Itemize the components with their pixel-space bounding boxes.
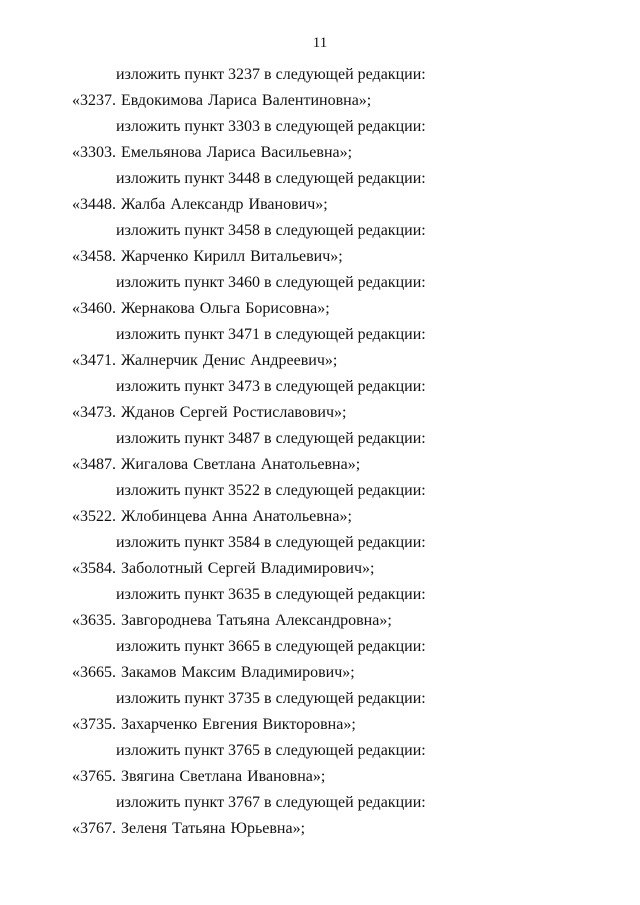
amendment-instruction: изложить пункт 3635 в следующей редакции:	[116, 586, 426, 603]
amendment-entry	[0, 114, 640, 166]
amendment-instruction: изложить пункт 3458 в следующей редакции:	[116, 222, 426, 239]
amended-item-text: «3471. Жалнерчик Денис Андреевич»;	[72, 352, 338, 369]
amended-item-text: «3303. Емельянова Лариса Васильевна»;	[72, 144, 353, 161]
amendment-entry	[0, 634, 640, 686]
amendment-entry	[0, 322, 640, 374]
amendment-instruction: изложить пункт 3735 в следующей редакции:	[116, 690, 426, 707]
amended-item-text: «3448. Жалба Александр Иванович»;	[72, 196, 328, 213]
amendment-instruction: изложить пункт 3765 в следующей редакции:	[116, 742, 426, 759]
amendment-entry	[0, 218, 640, 270]
amendment-entry	[0, 738, 640, 790]
amendment-entry	[0, 374, 640, 426]
amended-item-text: «3460. Жернакова Ольга Борисовна»;	[72, 300, 330, 317]
amendment-entry	[0, 686, 640, 738]
amendment-entry	[0, 478, 640, 530]
amended-item-text: «3522. Жлобинцева Анна Анатольевна»;	[72, 508, 352, 525]
amendment-entry	[0, 270, 640, 322]
amendment-entry	[0, 790, 640, 842]
amendment-instruction: изложить пункт 3460 в следующей редакции:	[116, 274, 426, 291]
amended-item-text: «3735. Захарченко Евгения Викторовна»;	[72, 716, 356, 733]
amended-item-text: «3635. Завгороднева Татьяна Александровна»;	[72, 612, 392, 629]
amendment-entry	[0, 62, 640, 114]
amendment-entry	[0, 166, 640, 218]
amendment-instruction: изложить пункт 3237 в следующей редакции:	[116, 66, 426, 83]
amended-item-text: «3458. Жарченко Кирилл Витальевич»;	[72, 248, 343, 265]
amendment-instruction: изложить пункт 3471 в следующей редакции:	[116, 326, 426, 343]
page-number: 11	[312, 35, 328, 51]
amendment-instruction: изложить пункт 3522 в следующей редакции:	[116, 482, 426, 499]
amendment-entry	[0, 426, 640, 478]
amendment-instruction: изложить пункт 3665 в следующей редакции:	[116, 638, 426, 655]
amended-item-text: «3237. Евдокимова Лариса Валентиновна»;	[72, 92, 372, 109]
amendment-instruction: изложить пункт 3487 в следующей редакции:	[116, 430, 426, 447]
amended-item-text: «3765. Звягина Светлана Ивановна»;	[72, 768, 326, 785]
amendment-instruction: изложить пункт 3584 в следующей редакции:	[116, 534, 426, 551]
amendment-entry	[0, 530, 640, 582]
amendment-instruction: изложить пункт 3473 в следующей редакции:	[116, 378, 426, 395]
amendment-instruction: изложить пункт 3448 в следующей редакции:	[116, 170, 426, 187]
amended-item-text: «3487. Жигалова Светлана Анатольевна»;	[72, 456, 361, 473]
amendment-instruction: изложить пункт 3767 в следующей редакции:	[116, 794, 426, 811]
amendment-instruction: изложить пункт 3303 в следующей редакции:	[116, 118, 426, 135]
amended-item-text: «3665. Закамов Максим Владимирович»;	[72, 664, 355, 681]
amendment-entry	[0, 582, 640, 634]
amendment-list	[0, 62, 640, 842]
amended-item-text: «3473. Жданов Сергей Ростиславович»;	[72, 404, 347, 421]
amended-item-text: «3584. Заболотный Сергей Владимирович»;	[72, 560, 375, 577]
amended-item-text: «3767. Зеленя Татьяна Юрьевна»;	[72, 820, 306, 837]
